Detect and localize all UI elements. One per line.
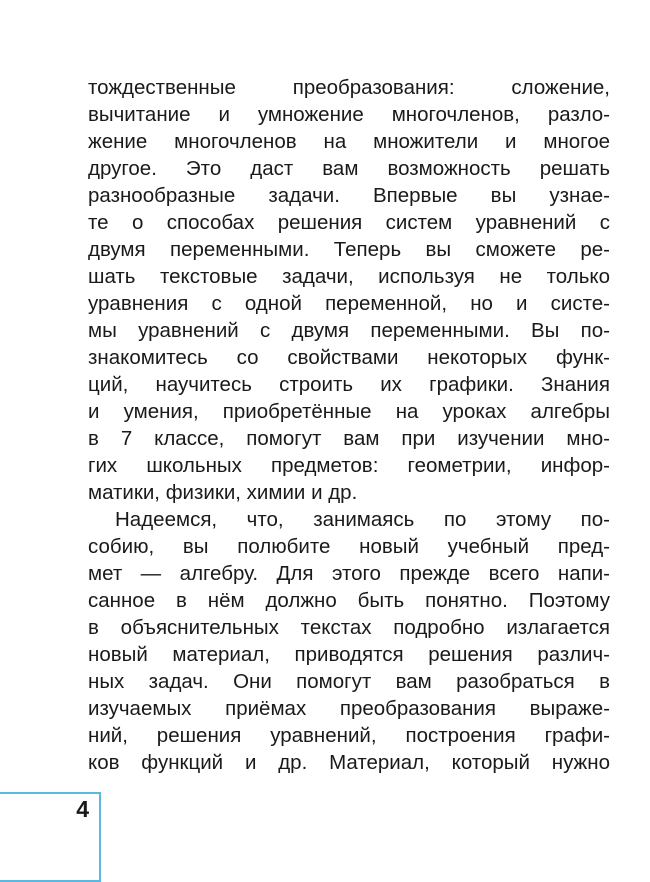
text-line: уравнения с одной переменной, но и систе- (88, 292, 610, 315)
text-line: гих школьных предметов: геометрии, инфор- (88, 454, 610, 477)
text-line: ных задач. Они помогут вам разобраться в (88, 670, 610, 693)
text-line: те о способах решения систем уравнений с (88, 211, 610, 234)
text-line: в объяснительных текстах подробно излагается (88, 616, 610, 639)
text-line: жение многочленов на множители и многое (88, 130, 610, 153)
text-line: ний, решения уравнений, построения графи- (88, 724, 610, 747)
text-line: ков функций и др. Материал, который нужно (88, 751, 610, 774)
text-line: санное в нём должно быть понятно. Поэтому (88, 589, 610, 612)
text-line: ций, научитесь строить их графики. Знания (88, 373, 610, 396)
text-line: разнообразные задачи. Впервые вы узнае- (88, 184, 610, 207)
text-line: знакомитесь со свойствами некоторых функ- (88, 346, 610, 369)
text-line: другое. Это даст вам возможность решать (88, 157, 610, 180)
text-line: изучаемых приёмах преобразования выраже- (88, 697, 610, 720)
text-line: и умения, приобретённые на уроках алгебры (88, 400, 610, 423)
text-line: шать текстовые задачи, используя не только (88, 265, 610, 288)
paragraph (88, 506, 610, 776)
page-body (88, 74, 610, 776)
paragraph (88, 74, 610, 506)
text-line: матики, физики, химии и др. (88, 481, 358, 504)
page-number: 4 (76, 796, 89, 822)
text-line: собию, вы полюбите новый учебный пред- (88, 535, 610, 558)
text-line: тождественные преобразования: сложение, (88, 76, 610, 99)
text-line: мет — алгебру. Для этого прежде всего напи- (88, 562, 610, 585)
text-line: новый материал, приводятся решения различ- (88, 643, 610, 666)
text-line: вычитание и умножение многочленов, разло- (88, 103, 610, 126)
text-line: Надеемся, что, занимаясь по этому по- (115, 508, 610, 531)
text-line: в 7 классе, помогут вам при изучении мно- (88, 427, 610, 450)
text-line: двумя переменными. Теперь вы сможете ре- (88, 238, 610, 261)
text-line: мы уравнений с двумя переменными. Вы по- (88, 319, 610, 342)
